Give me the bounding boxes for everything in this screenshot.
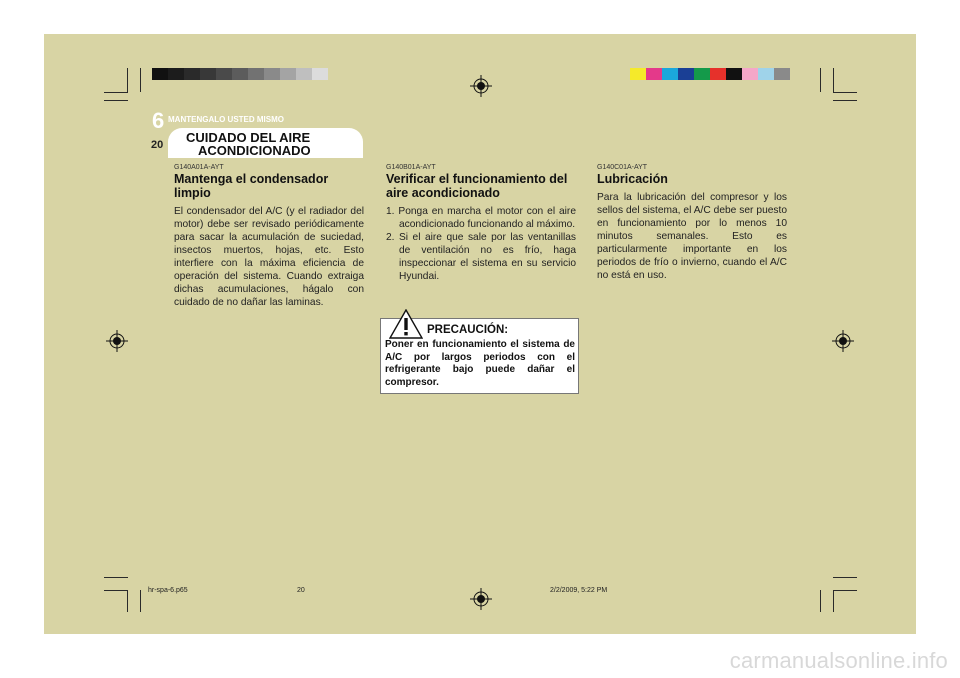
footer-page: 20 (297, 587, 305, 594)
grayscale-calibration-bar (152, 68, 328, 80)
chapter-number: 6 (152, 108, 165, 133)
chapter-label: MANTENGALO USTED MISMO (168, 115, 284, 124)
section-title-line2: ACONDICIONADO (198, 143, 311, 158)
caution-text: Poner en funcionamiento el sistema de A/C por largos periodos con el refrigerante bajo puede dañar el compresor. (385, 339, 575, 388)
section-heading: Mantenga el condensador limpio (174, 172, 329, 200)
warning-triangle-icon (389, 309, 423, 339)
section-code: G140A01A-AYT (174, 164, 224, 171)
section-title-line1: CUIDADO DEL AIRE (186, 130, 311, 145)
list-item: 2. Si el aire que sale por las ventanillas de ventilación no es frío, haga inspeccionar el sistema en su servicio Hyundai. (386, 232, 576, 282)
watermark: carmanualsonline.info (729, 648, 948, 673)
caution-title: PRECAUCIÓN: (427, 324, 509, 336)
section-code: G140C01A-AYT (597, 164, 648, 171)
condenser-section (174, 164, 364, 309)
registration-mark-icon (106, 330, 128, 352)
list-item: 1. Ponga en marcha el motor con el aire acondicionado funcionando al máximo. (386, 206, 576, 230)
registration-mark-icon (470, 75, 492, 97)
page-number: 20 (151, 139, 164, 151)
section-body: Para la lubricación del compresor y los sellos del sistema, el A/C debe ser puesto en funcionamiento por lo menos 10 minutos semanales. Esto es particularmente importante en los periodos de frío o invierno, cuando el A/C no está en uso. (597, 192, 787, 281)
footer-date: 2/2/2009, 5:22 PM (550, 587, 608, 594)
caution-box (380, 318, 579, 394)
ac-check-section (386, 164, 576, 283)
registration-mark-icon (470, 588, 492, 610)
steps-list (386, 205, 576, 283)
registration-mark-icon (832, 330, 854, 352)
color-calibration-bar (630, 68, 790, 80)
section-heading: Verificar el funcionamiento del aire acondicionado (386, 172, 568, 200)
section-code: G140B01A-AYT (386, 164, 436, 171)
section-body: El condensador del A/C (y el radiador del motor) debe ser revisado periódicamente para sacar la acumulación de suciedad, insectos muertos, hojas, etc. Esto interfiere con la máxima eficiencia de operación del sistema. Cuando extraiga dichas acumulaciones, hágalo con cuidado de no dañar las laminas. (174, 206, 364, 308)
footer-file: hr-spa-6.p65 (148, 587, 188, 594)
lubrication-section (597, 164, 787, 282)
section-title (186, 131, 356, 157)
section-heading: Lubricación (597, 172, 668, 186)
